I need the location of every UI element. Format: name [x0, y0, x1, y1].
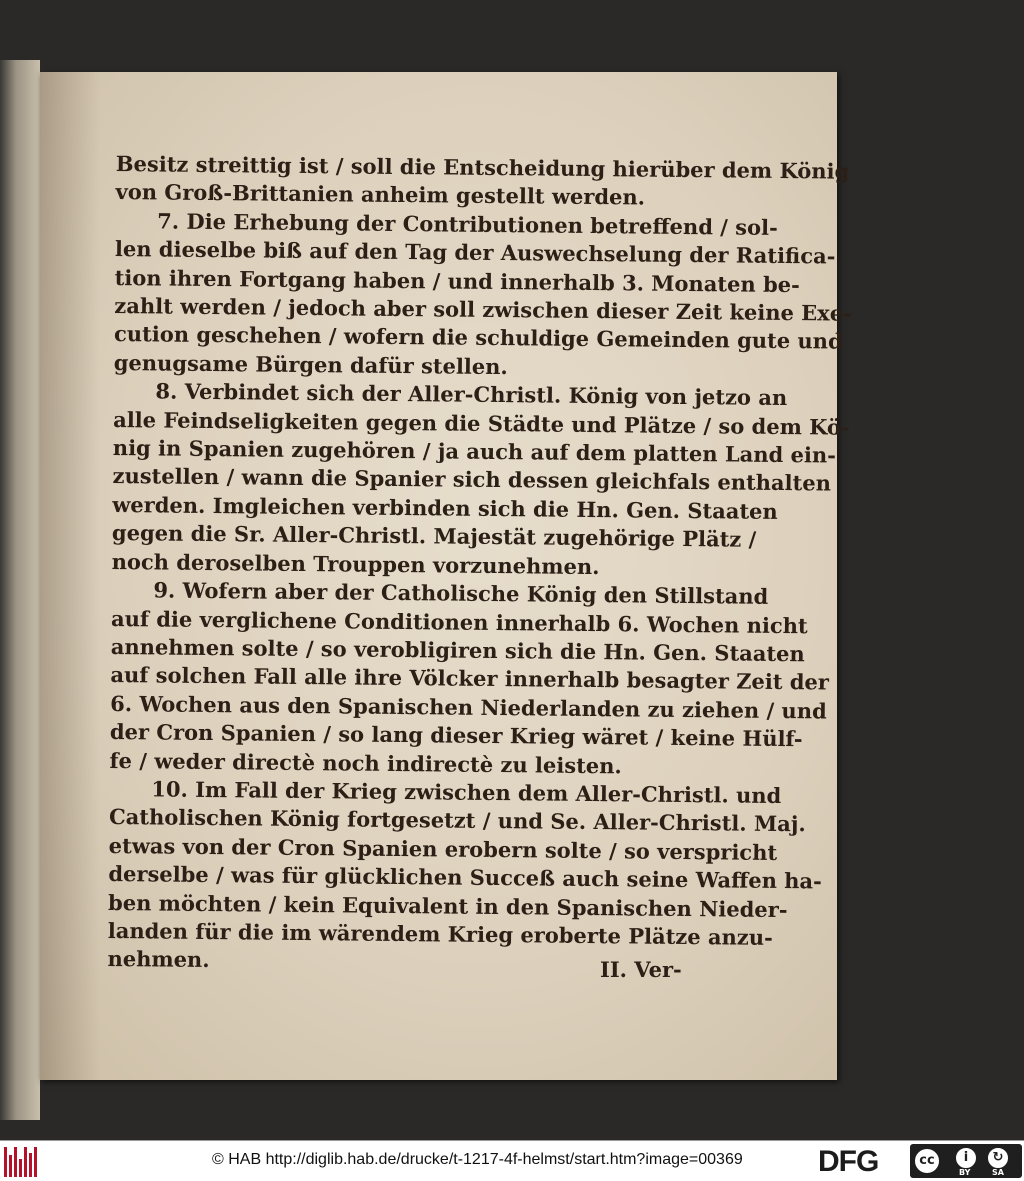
- text-line: zahlt werden / jedoch aber soll zwischen dieser Zeit keine Exe-: [114, 293, 852, 326]
- hab-logo-icon[interactable]: [4, 1145, 38, 1177]
- text-line: fe / weder directè noch indirectè zu leisten.: [109, 747, 622, 778]
- text-line: 7. Die Erhebung der Contributionen betreffend / sol-: [157, 208, 778, 240]
- text-line: genugsame Bürgen dafür stellen.: [113, 349, 508, 379]
- sa-icon: ↻: [986, 1146, 1010, 1170]
- text-line: 6. Wochen aus den Spanischen Niederlanden zu ziehen / und: [110, 690, 827, 724]
- text-line: len dieselbe biß auf den Tag der Auswechselung der Ratifica-: [114, 236, 836, 269]
- text-line: Catholischen König fortgesetzt / und Se. Aller-Christl. Maj.: [108, 804, 806, 837]
- page-gutter-shadow: [40, 72, 100, 1080]
- text-line: 9. Wofern aber der Catholische König den Stillstand: [153, 577, 769, 609]
- footer-bar: [0, 1140, 1024, 1181]
- text-line: nehmen.: [107, 946, 210, 973]
- text-line: tion ihren Fortgang haben / und innerhalb 3. Monaten be-: [114, 264, 800, 297]
- cc-icon: cc: [913, 1147, 941, 1175]
- previous-page-edge: [0, 60, 40, 1120]
- text-line: auf die verglichene Conditionen innerhalb 6. Wochen nicht: [110, 605, 808, 638]
- text-line: etwas von der Cron Spanien erobern solte / so verspricht: [108, 832, 778, 865]
- sa-label: SA: [992, 1168, 1004, 1177]
- cc-license-badge[interactable]: [910, 1144, 1022, 1178]
- catchword: II. Ver-: [600, 957, 682, 982]
- text-line: nig in Spanien zugehören / ja auch auf dem platten Land ein-: [112, 435, 837, 468]
- text-line: cution geschehen / wofern die schuldige Gemeinden gute und: [113, 321, 843, 355]
- text-line: ben möchten / kein Equivalent in den Spanischen Nieder-: [107, 889, 788, 922]
- text-line: alle Feindseligkeiten gegen die Städte und Plätze / so dem Kö-: [113, 406, 850, 440]
- page-text: [107, 150, 852, 980]
- text-line: von Groß-Brittanien anheim gestellt werden.: [115, 179, 646, 210]
- text-line: auf solchen Fall alle ihre Völcker innerhalb besagter Zeit der: [110, 662, 830, 695]
- by-label: BY: [959, 1168, 971, 1177]
- attribution-link[interactable]: © HAB http://diglib.hab.de/drucke/t-1217-4f-helmst/start.htm?image=00369: [212, 1151, 743, 1168]
- text-line: gegen die Sr. Aller-Christl. Majestät zugehörige Plätz /: [111, 520, 757, 553]
- text-line: der Cron Spanien / so lang dieser Krieg wäret / keine Hülf-: [109, 719, 803, 752]
- by-icon: i: [954, 1146, 978, 1170]
- document-page: [40, 72, 852, 1080]
- text-line: 8. Verbindet sich der Aller-Christl. König von jetzo an: [155, 378, 788, 411]
- text-line: landen für die im wärendem Krieg eroberte Plätze anzu-: [107, 917, 773, 950]
- dfg-logo[interactable]: DFG: [818, 1145, 879, 1178]
- text-line: annehmen solte / so verobligiren sich die Hn. Gen. Staaten: [110, 633, 805, 667]
- text-line: derselbe / was für glücklichen Succeß auch seine Waffen ha-: [108, 861, 822, 894]
- text-line: noch deroselben Trouppen vorzunehmen.: [111, 548, 600, 579]
- text-line: Besitz streittig ist / soll die Entscheidung hierüber dem König: [115, 150, 850, 184]
- text-line: werden. Imgleichen verbinden sich die Hn. Gen. Staaten: [112, 491, 778, 524]
- text-line: zustellen / wann die Spanier sich dessen gleichfals enthalten: [112, 463, 832, 496]
- text-line: 10. Im Fall der Krieg zwischen dem Aller-Christl. und: [151, 776, 782, 808]
